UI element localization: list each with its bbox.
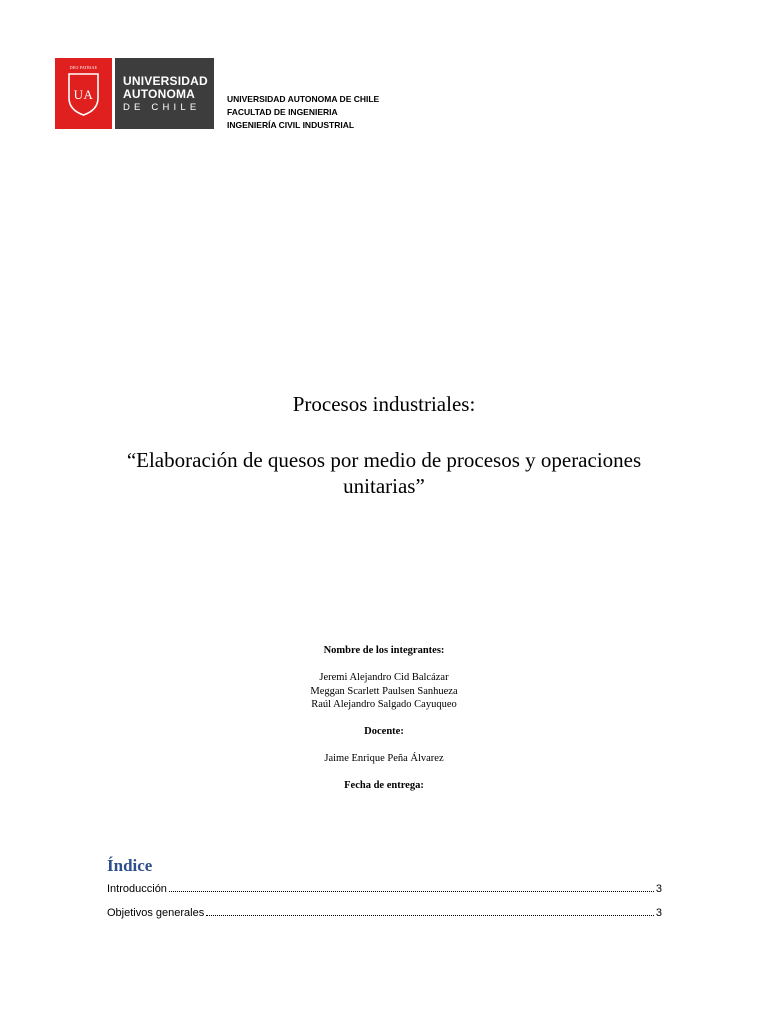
university-logo-seal — [55, 58, 112, 129]
toc-heading: Índice — [107, 856, 153, 875]
teacher-name: Jaime Enrique Peña Álvarez — [324, 753, 444, 764]
toc-entry-title: Introducción — [107, 883, 167, 895]
program-name: INGENIERÍA CIVIL INDUSTRIAL — [227, 120, 355, 130]
member-name: Meggan Scarlett Paulsen Sanhueza — [310, 686, 458, 697]
logo-line-2: AUTONOMA — [123, 87, 196, 101]
logo-seal-motto: DEO PATRIAE — [69, 65, 98, 70]
document-subtitle: “Elaboración de quesos por medio de procesos y operaciones unitarias” — [126, 448, 642, 498]
members-heading: Nombre de los integrantes: — [323, 645, 445, 656]
delivery-date-heading: Fecha de entrega: — [344, 780, 424, 791]
member-name: Jeremi Alejandro Cid Balcázar — [319, 672, 449, 683]
faculty-name: FACULTAD DE INGENIERIA — [227, 107, 338, 117]
logo-line-3: DE CHILE — [123, 102, 201, 113]
toc-entry[interactable] — [107, 879, 662, 895]
logo-monogram: UA — [73, 87, 94, 102]
member-name: Raúl Alejandro Salgado Cayuqueo — [311, 699, 457, 710]
toc-leader-dots — [206, 915, 654, 916]
toc-entry-page: 3 — [655, 883, 662, 895]
logo-line-1: UNIVERSIDAD — [123, 74, 208, 88]
university-logo-wordmark — [115, 58, 214, 129]
institution-name: UNIVERSIDAD AUTONOMA DE CHILE — [227, 94, 380, 104]
toc-leader-dots — [169, 891, 654, 892]
toc-entry[interactable] — [107, 903, 662, 919]
teacher-heading: Docente: — [364, 726, 404, 737]
toc-entry-page: 3 — [655, 907, 662, 919]
document-title: Procesos industriales: — [292, 392, 476, 416]
institution-header — [227, 93, 379, 132]
toc-entry-title: Objetivos generales — [107, 907, 205, 919]
